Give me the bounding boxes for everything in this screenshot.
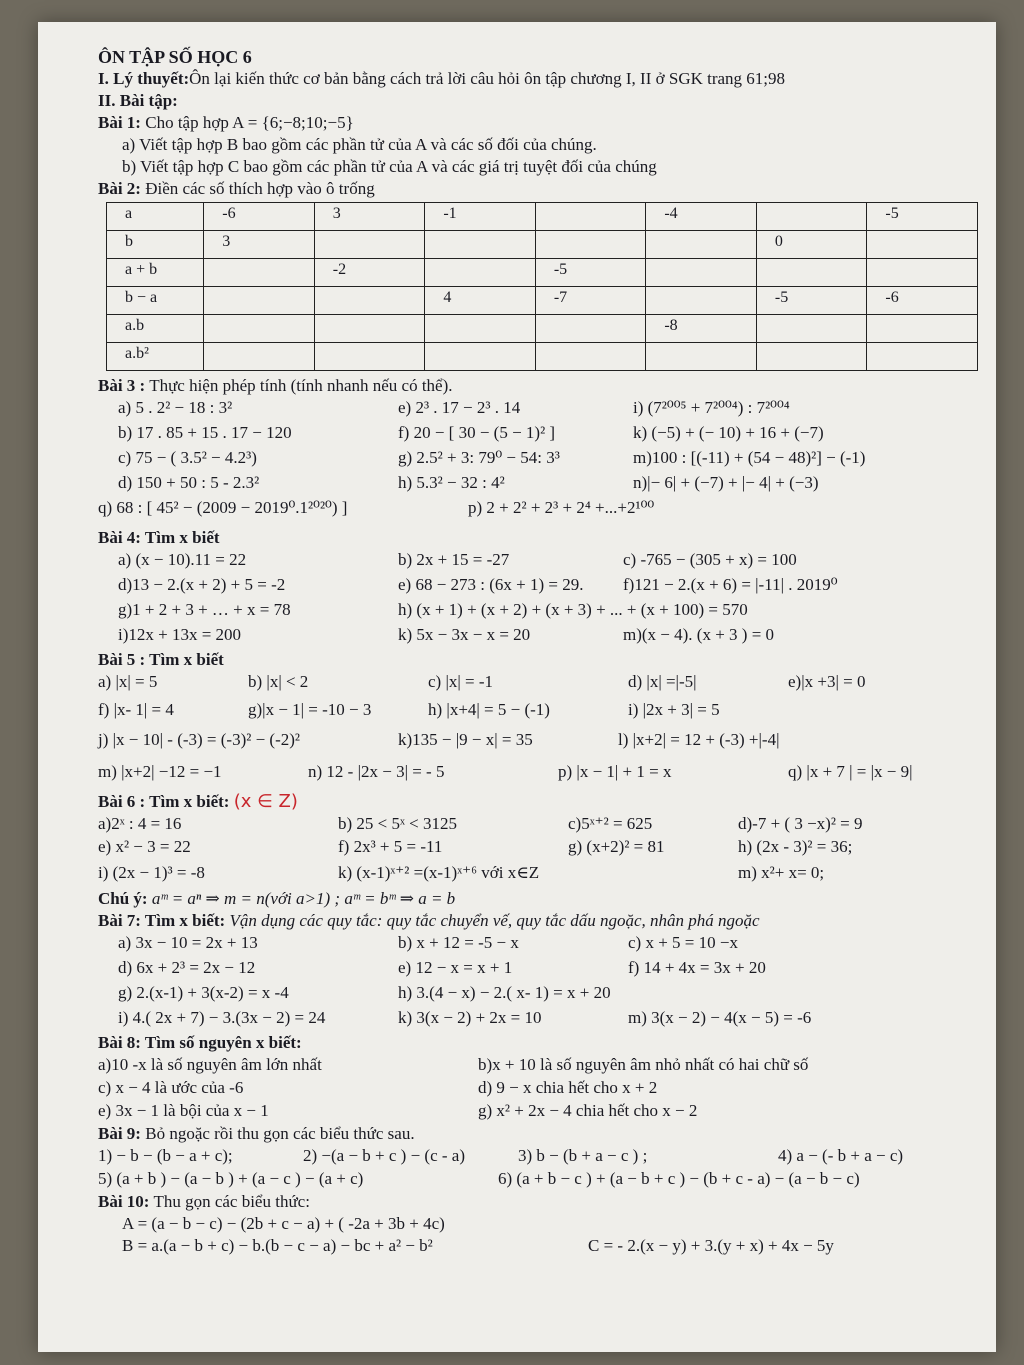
bai9-5: 5) (a + b ) − (a − b ) + (a − c ) − (a + c)	[98, 1169, 364, 1188]
bai6-f: f) 2x³ + 5 = -11	[338, 837, 443, 856]
bai5-h: h) |x+4| = 5 − (-1)	[428, 700, 550, 719]
bai2-cell: -7	[535, 287, 646, 315]
bai2-row	[107, 231, 978, 259]
bai5-label: Bài 5 : Tìm x biết	[98, 650, 224, 669]
section1-text: Ôn lại kiến thức cơ bản bằng cách trả lời câu hỏi ôn tập chương I, II ở SGK trang 61;98	[189, 69, 786, 88]
bai5-k: k)135 − |9 − x| = 35	[398, 730, 533, 749]
bai2-row	[107, 287, 978, 315]
bai2-label: Bài 2:	[98, 179, 141, 198]
section1-label: I. Lý thuyết:	[98, 69, 190, 88]
bai7-item: f) 14 + 4x = 3x + 20	[628, 958, 766, 977]
bai5-a: a) |x| = 5	[98, 672, 158, 691]
bai2-row-label: a + b	[107, 259, 204, 287]
chu-y-label: Chú ý:	[98, 889, 148, 908]
bai2-row-label: a.b²	[107, 343, 204, 371]
bai2-cell	[756, 203, 867, 231]
bai5-f: f) |x- 1| = 4	[98, 700, 174, 719]
bai3-item: f) 20 − [ 30 − (5 − 1)² ]	[398, 423, 556, 442]
bai2-cell	[204, 259, 315, 287]
bai2-cell: -6	[867, 287, 978, 315]
bai2-cell: -1	[425, 203, 536, 231]
bai8-label: Bài 8: Tìm số nguyên x biết:	[98, 1033, 302, 1052]
bai3-item: a) 5 . 2² − 18 : 3²	[118, 398, 233, 417]
bai3-item: d) 150 + 50 : 5 - 2.3²	[118, 473, 260, 492]
bai2-cell	[867, 315, 978, 343]
section2-heading: II. Bài tập:	[98, 91, 178, 110]
bai2-cell	[204, 343, 315, 371]
bai7-note: Vận dụng các quy tắc: quy tắc chuyển vế, quy tắc dấu ngoặc, nhân phá ngoặc	[229, 911, 760, 930]
bai2-cell	[425, 343, 536, 371]
bai2-row-label: a.b	[107, 315, 204, 343]
bai6-g: g) (x+2)² = 81	[568, 837, 665, 856]
bai9-2: 2) −(a − b + c ) − (c - a)	[303, 1146, 465, 1165]
bai5-i: i) |2x + 3| = 5	[628, 700, 720, 719]
bai8-b: b)x + 10 là số nguyên âm nhỏ nhất có hai chữ số	[478, 1055, 809, 1074]
bai2-cell: -8	[646, 315, 757, 343]
bai2-cell	[867, 259, 978, 287]
bai5-p: p) |x − 1| + 1 = x	[558, 762, 672, 781]
bai2-row-label: a	[107, 203, 204, 231]
bai5-n: n) 12 - |2x − 3| = - 5	[308, 762, 445, 781]
bai2-cell	[204, 315, 315, 343]
bai2-cell: -5	[867, 203, 978, 231]
bai2-cell	[535, 315, 646, 343]
bai2-cell	[204, 287, 315, 315]
bai10-text: Thu gọn các biểu thức:	[153, 1192, 310, 1211]
bai4-item: e) 68 − 273 : (6x + 1) = 29.	[398, 575, 584, 594]
bai2-row-label: b	[107, 231, 204, 259]
bai4-item: d)13 − 2.(x + 2) + 5 = -2	[118, 575, 286, 594]
bai5-d: d) |x| =|-5|	[628, 672, 697, 691]
bai3-label: Bài 3 :	[98, 376, 146, 395]
bai2-row	[107, 203, 978, 231]
bai3-p: p) 2 + 2² + 2³ + 2⁴ +...+2¹⁰⁰	[468, 498, 655, 517]
bai2-cell	[314, 315, 425, 343]
bai5-c: c) |x| = -1	[428, 672, 494, 691]
bai9-3: 3) b − (b + a − c ) ;	[518, 1146, 648, 1165]
bai7-item: c) x + 5 = 10 −x	[628, 933, 738, 952]
bai4-item: b) 2x + 15 = -27	[398, 550, 510, 569]
bai2-cell	[535, 203, 646, 231]
bai2-cell	[314, 287, 425, 315]
bai2-cell	[535, 231, 646, 259]
bai2-cell	[425, 315, 536, 343]
bai3-item: i) (7²⁰⁰⁵ + 7²⁰⁰⁴) : 7²⁰⁰⁴	[633, 398, 790, 417]
bai2-cell	[756, 343, 867, 371]
bai2-cell	[646, 231, 757, 259]
bai9-1: 1) − b − (b − a + c);	[98, 1146, 233, 1165]
bai2-cell	[425, 231, 536, 259]
bai9-text: Bỏ ngoặc rồi thu gọn các biểu thức sau.	[145, 1124, 415, 1143]
bai2-cell: 4	[425, 287, 536, 315]
bai9-label: Bài 9:	[98, 1124, 141, 1143]
bai5-m: m) |x+2| −12 = −1	[98, 762, 222, 781]
bai7-label: Bài 7: Tìm x biết:	[98, 911, 226, 930]
bai6-label: Bài 6 : Tìm x biết:	[98, 792, 230, 811]
bai6-a: a)2ˣ : 4 = 16	[98, 814, 182, 833]
bai2-cell	[646, 287, 757, 315]
bai6-b: b) 25 < 5ˣ < 3125	[338, 814, 457, 833]
bai2-cell	[314, 231, 425, 259]
bai3-item: h) 5.3² − 32 : 4²	[398, 473, 505, 492]
bai2-cell	[867, 231, 978, 259]
bai5-e: e)|x +3| = 0	[788, 672, 866, 691]
bai7-item: h) 3.(4 − x) − 2.( x- 1) = x + 20	[398, 983, 611, 1002]
bai2-cell: -5	[535, 259, 646, 287]
bai3-item: m)100 : [(-11) + (54 − 48)²] − (-1)	[633, 448, 866, 467]
bai2-cell: 3	[204, 231, 315, 259]
bai6-k: k) (x-1)ˣ⁺² =(x-1)ˣ⁺⁶ với x∈Z	[338, 863, 540, 882]
bai2-row	[107, 259, 978, 287]
bai6-handwritten-note: (x ∈ Z)	[233, 791, 298, 812]
bai3-item: c) 75 − ( 3.5² − 4.2³)	[118, 448, 257, 467]
bai2-cell	[756, 259, 867, 287]
bai4-item: c) -765 − (305 + x) = 100	[623, 550, 797, 569]
bai3-q: q) 68 : [ 45² − (2009 − 2019⁰.1²⁰²⁰) ]	[98, 498, 348, 517]
bai2-table	[106, 202, 978, 371]
bai4-label: Bài 4: Tìm x biết	[98, 528, 220, 547]
bai5-l: l) |x+2| = 12 + (-3) +|-4|	[618, 730, 780, 749]
bai4-item: a) (x − 10).11 = 22	[118, 550, 247, 569]
bai4-item: k) 5x − 3x − x = 20	[398, 625, 531, 644]
bai2-text: Điền các số thích hợp vào ô trống	[145, 179, 375, 198]
bai2-cell	[535, 343, 646, 371]
bai7-item: g) 2.(x-1) + 3(x-2) = x -4	[118, 983, 289, 1002]
bai2-row	[107, 343, 978, 371]
bai6-h: h) (2x - 3)² = 36;	[738, 837, 853, 856]
worksheet-content	[98, 46, 978, 1258]
bai6-c: c)5ˣ⁺² = 625	[568, 814, 653, 833]
bai8-g: g) x² + 2x − 4 chia hết cho x − 2	[478, 1101, 698, 1120]
bai3-item: n)|− 6| + (−7) + |− 4| + (−3)	[633, 473, 819, 492]
bai7-item: e) 12 − x = x + 1	[398, 958, 513, 977]
bai8-a: a)10 -x là số nguyên âm lớn nhất	[98, 1055, 322, 1074]
bai3-item: b) 17 . 85 + 15 . 17 − 120	[118, 423, 292, 442]
bai1-text: Cho tập hợp A = {6;−8;10;−5}	[145, 113, 354, 132]
bai1-b: b) Viết tập hợp C bao gồm các phần tử của A và các giá trị tuyệt đối của chúng	[122, 157, 657, 176]
bai3-item: g) 2.5² + 3: 79⁰ − 54: 3³	[398, 448, 560, 467]
bai2-cell	[756, 315, 867, 343]
bai2-cell: -4	[646, 203, 757, 231]
bai4-item: i)12x + 13x = 200	[118, 625, 242, 644]
bai4-item: m)(x − 4). (x + 3 ) = 0	[623, 625, 775, 644]
bai8-c: c) x − 4 là ước của -6	[98, 1078, 244, 1097]
bai3-text: Thực hiện phép tính (tính nhanh nếu có thể).	[149, 376, 453, 395]
chu-y-text: aᵐ = aⁿ ⇒ m = n(với a>1) ; aᵐ = bᵐ ⇒ a = b	[151, 889, 456, 908]
bai4-item: h) (x + 1) + (x + 2) + (x + 3) + ... + (x + 100) = 570	[398, 600, 748, 619]
bai7-item: k) 3(x − 2) + 2x = 10	[398, 1008, 542, 1027]
bai1-label: Bài 1:	[98, 113, 141, 132]
bai10-label: Bài 10:	[98, 1192, 150, 1211]
bai8-e: e) 3x − 1 là bội của x − 1	[98, 1101, 269, 1120]
bai5-q: q) |x + 7 | = |x − 9|	[788, 762, 913, 781]
bai2-row-label: b − a	[107, 287, 204, 315]
bai5-j: j) |x − 10| - (-3) = (-3)² − (-2)²	[98, 730, 301, 749]
bai3-item: e) 2³ . 17 − 2³ . 14	[398, 398, 521, 417]
bai2-cell: 3	[314, 203, 425, 231]
bai7-item: d) 6x + 2³ = 2x − 12	[118, 958, 256, 977]
bai6-d: d)-7 + ( 3 −x)² = 9	[738, 814, 863, 833]
bai9-6: 6) (a + b − c ) + (a − b + c ) − (b + c - a) − (a − b − c)	[498, 1169, 860, 1188]
bai2-cell	[425, 259, 536, 287]
bai4-item: f)121 − 2.(x + 6) = |-11| . 2019⁰	[623, 575, 838, 594]
page-title: ÔN TẬP SỐ HỌC 6	[98, 47, 252, 67]
bai10-C: C = - 2.(x − y) + 3.(y + x) + 4x − 5y	[588, 1236, 834, 1255]
bai5-b: b) |x| < 2	[248, 672, 309, 691]
bai6-m: m) x²+ x= 0;	[738, 863, 825, 882]
bai10-B: B = a.(a − b + c) − b.(b − c − a) − bc + a² − b²	[122, 1236, 433, 1255]
bai7-item: a) 3x − 10 = 2x + 13	[118, 933, 258, 952]
bai7-item: m) 3(x − 2) − 4(x − 5) = -6	[628, 1008, 812, 1027]
bai7-item: b) x + 12 = -5 − x	[398, 933, 519, 952]
bai2-cell: -2	[314, 259, 425, 287]
bai5-g: g)|x − 1| = -10 − 3	[248, 700, 372, 719]
bai6-e: e) x² − 3 = 22	[98, 837, 191, 856]
bai9-4: 4) a − (- b + a − c)	[778, 1146, 904, 1165]
bai2-cell	[314, 343, 425, 371]
bai2-cell	[646, 343, 757, 371]
bai2-cell: 0	[756, 231, 867, 259]
bai4-item: g)1 + 2 + 3 + … + x = 78	[118, 600, 291, 619]
bai2-row	[107, 315, 978, 343]
bai2-cell: -5	[756, 287, 867, 315]
bai2-cell	[867, 343, 978, 371]
bai2-cell	[646, 259, 757, 287]
worksheet-paper	[38, 22, 996, 1352]
bai8-d: d) 9 − x chia hết cho x + 2	[478, 1078, 658, 1097]
bai6-i: i) (2x − 1)³ = -8	[98, 863, 205, 882]
bai10-A: A = (a − b − c) − (2b + c − a) + ( -2a + 3b + 4c)	[122, 1214, 445, 1233]
bai7-item: i) 4.( 2x + 7) − 3.(3x − 2) = 24	[118, 1008, 326, 1027]
bai2-cell: -6	[204, 203, 315, 231]
bai3-item: k) (−5) + (− 10) + 16 + (−7)	[633, 423, 824, 442]
bai1-a: a) Viết tập hợp B bao gồm các phần tử của A và các số đối của chúng.	[122, 135, 597, 154]
